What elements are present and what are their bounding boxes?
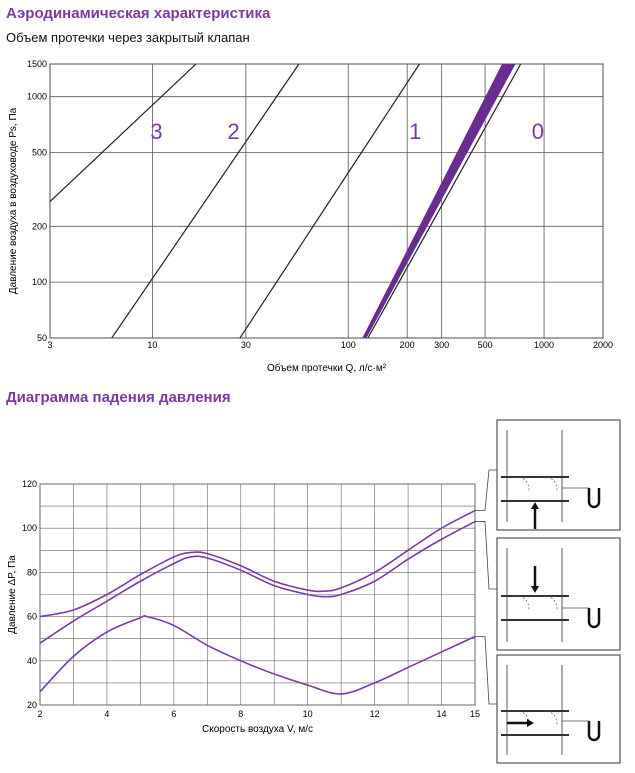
pressure-connector-line (475, 522, 497, 589)
pressure-labels (7, 479, 480, 735)
pressure-connector-line (475, 636, 497, 704)
measurement-diagram-1 (497, 420, 620, 530)
measurement-diagram-2 (497, 538, 620, 650)
leakage-series-label-1: 1 (409, 119, 422, 145)
pressure-x-tick-label: 10 (302, 709, 313, 719)
pressure-curve-3 (40, 616, 475, 694)
pressure-connector-line (475, 470, 497, 511)
pressure-x-axis-label: Скорость воздуха V, м/с (201, 724, 314, 735)
measurement-diagram-3 (497, 655, 620, 763)
leakage-y-tick-label: 200 (31, 221, 47, 232)
leakage-x-tick-label: 30 (240, 340, 251, 350)
section-title-aerodynamic: Аэродинамическая характеристика (6, 5, 271, 22)
leakage-y-axis-label: Давление воздуха в воздуховоде Ps, Па (8, 107, 19, 295)
pressure-y-tick-label: 100 (21, 523, 37, 534)
leakage-x-tick-label: 500 (477, 340, 493, 350)
pressure-y-tick-label: 80 (26, 567, 37, 578)
pressure-x-tick-label: 6 (171, 709, 177, 719)
leakage-y-tick-label: 1500 (26, 59, 47, 69)
leakage-y-tick-label: 1000 (26, 91, 47, 102)
leakage-x-tick-label: 300 (434, 340, 450, 350)
diagram-frame (497, 538, 620, 650)
pressure-x-tick-label: 4 (104, 709, 110, 719)
pressure-marks (40, 511, 475, 694)
pressure-x-tick-label: 8 (238, 709, 244, 719)
pressure-x-tick-label: 2 (37, 709, 43, 719)
pressure-curve-2 (40, 522, 475, 644)
leakage-y-tick-label: 100 (31, 277, 47, 288)
leakage-series-label-2: 2 (227, 119, 240, 145)
leakage-x-tick-label: 3 (47, 340, 53, 350)
diagram-frame (497, 420, 620, 530)
pressure-x-tick-label: 14 (436, 709, 447, 719)
leakage-y-tick-label: 50 (36, 333, 47, 343)
leakage-series-label-3: 3 (150, 119, 163, 145)
pressure-curve-1 (40, 511, 475, 617)
leakage-x-tick-label: 10 (147, 340, 158, 350)
pressure-y-tick-label: 40 (26, 655, 37, 666)
section-title-pressure-drop: Диаграмма падения давления (6, 389, 231, 406)
leakage-x-tick-label: 100 (340, 340, 356, 350)
pressure-y-tick-label: 20 (26, 700, 37, 710)
leakage-series-label-0: 0 (531, 119, 545, 145)
leakage-x-axis-label: Объем протечки Q, л/с·м² (266, 363, 387, 374)
diagram-frame (497, 655, 620, 763)
leakage-x-tick-label: 1000 (534, 340, 555, 350)
leakage-x-tick-label: 200 (399, 340, 415, 350)
pressure-x-tick-label: 12 (369, 709, 380, 719)
leakage-y-tick-label: 500 (31, 147, 47, 158)
pressure-y-tick-label: 60 (26, 611, 37, 622)
pressure-y-tick-label: 120 (21, 479, 37, 489)
leakage-x-tick-label: 2000 (592, 340, 614, 350)
pressure-x-tick-label: 15 (469, 709, 481, 719)
pressure-y-axis-label: Давление ΔP, Па (7, 555, 18, 634)
section-subtitle-leakage: Объем протечки через закрытый клапан (6, 30, 250, 45)
measurement-diagrams (475, 420, 620, 763)
